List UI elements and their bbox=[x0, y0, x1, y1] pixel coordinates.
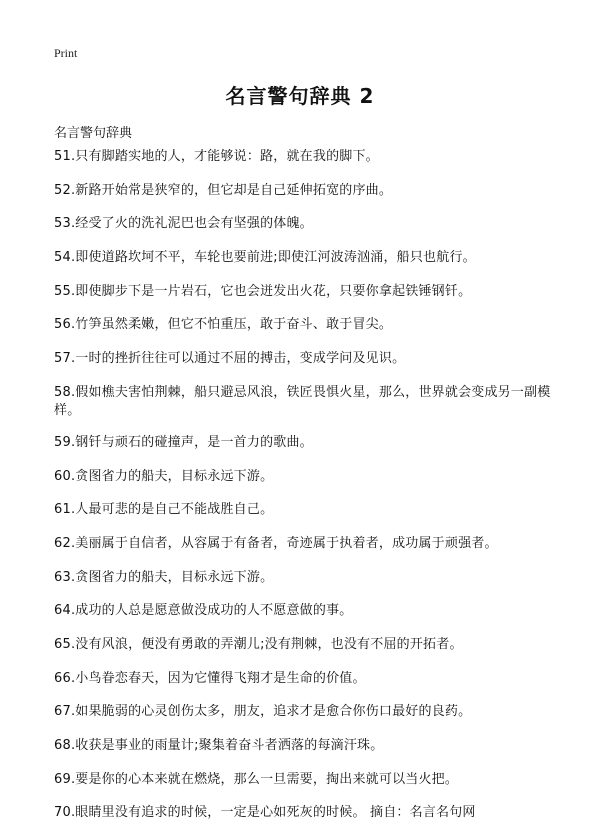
page-title: 名言警句辞典 2 bbox=[225, 84, 375, 108]
quote-item: 65.没有风浪，便没有勇敢的弄潮儿;没有荆棘，也没有不屈的开拓者。 bbox=[54, 636, 463, 652]
quote-item: 60.贪图省力的船夫，目标永远下游。 bbox=[54, 468, 274, 484]
quote-item: 64.成功的人总是愿意做没成功的人不愿意做的事。 bbox=[54, 603, 353, 619]
quote-item: 56.竹笋虽然柔嫩，但它不怕重压，敢于奋斗、敢于冒尖。 bbox=[54, 317, 393, 333]
quote-item: 69.要是你的心本来就在燃烧，那么一旦需要，掏出来就可以当火把。 bbox=[54, 771, 459, 787]
quote-item: 62.美丽属于自信者，从容属于有备者，奇迹属于执着者，成功属于顽强者。 bbox=[54, 535, 498, 551]
quote-item: 52.新路开始常是狭窄的，但它却是自己延伸拓宽的序曲。 bbox=[54, 182, 393, 198]
quote-item: 61.人最可悲的是自己不能战胜自己。 bbox=[54, 502, 274, 518]
quote-item: 68.收获是事业的雨量计;聚集着奋斗者洒落的每滴汗珠。 bbox=[54, 738, 384, 753]
quote-item: 70.眼睛里没有追求的时候，一定是心如死灰的时候。 摘自：名言名句网 bbox=[54, 805, 476, 821]
quote-item: 59.钢钎与顽石的碰撞声，是一首力的歌曲。 bbox=[54, 434, 313, 450]
quote-item: 57.一时的挫折往往可以通过不屈的搏击，变成学问及见识。 bbox=[54, 351, 406, 367]
quote-list bbox=[54, 148, 554, 838]
quote-item: 51.只有脚踏实地的人，才能够说：路，就在我的脚下。 bbox=[54, 149, 379, 164]
section-subtitle: 名言警句辞典 bbox=[54, 126, 133, 141]
quote-item: 55.即使脚步下是一片岩石，它也会迸发出火花，只要你拿起铁锤钢钎。 bbox=[54, 283, 472, 299]
quote-item: 66.小鸟眷恋春天，因为它懂得飞翔才是生命的价值。 bbox=[54, 670, 366, 686]
print-label[interactable]: Print bbox=[54, 46, 78, 60]
quote-item: 54.即使道路坎坷不平，车轮也要前进;即使江河波涛汹涌，船只也航行。 bbox=[54, 250, 476, 266]
quote-item: 58.假如樵夫害怕荆棘，船只避忌风浪，铁匠畏惧火星，那么，世界就会变成另一副模样。 bbox=[54, 384, 551, 418]
quote-item: 53.经受了火的洗礼泥巴也会有坚强的体魄。 bbox=[54, 216, 313, 232]
quote-item: 63.贪图省力的船夫，目标永远下游。 bbox=[54, 569, 274, 585]
quote-item: 67.如果脆弱的心灵创伤太多，朋友，追求才是愈合你伤口最好的良药。 bbox=[54, 704, 472, 720]
